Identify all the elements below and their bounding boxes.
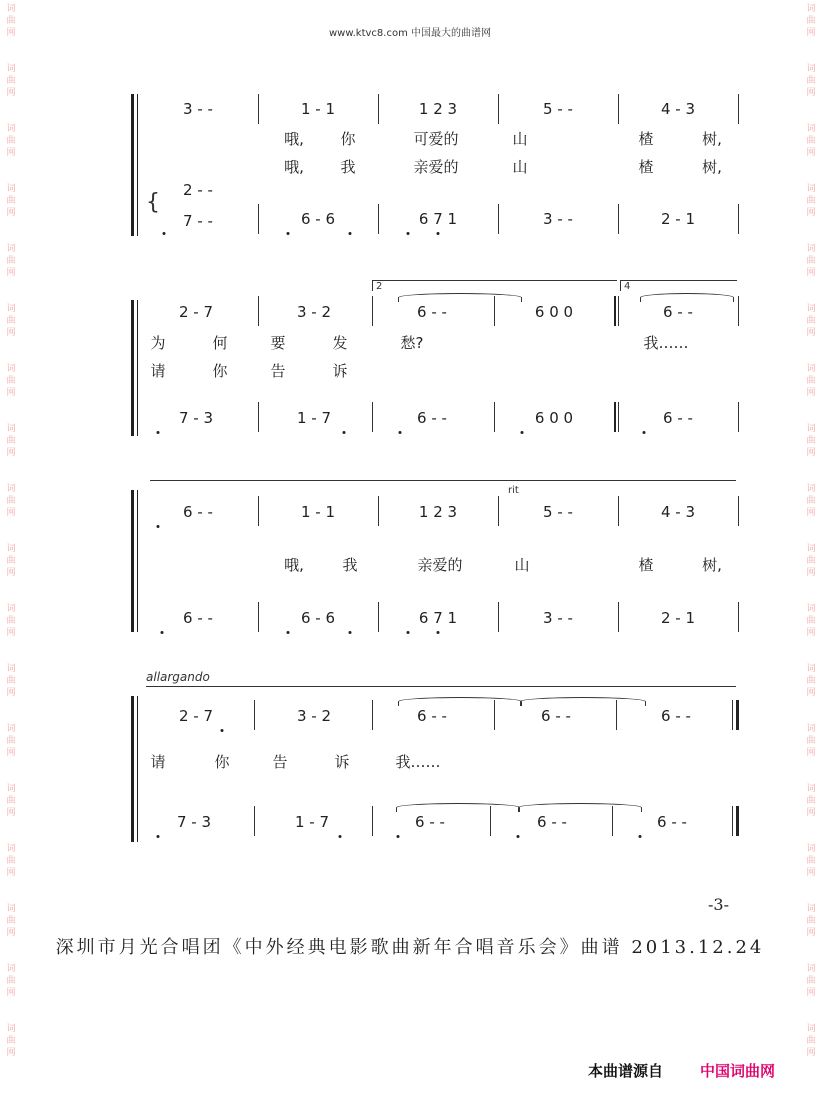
lyric: 为 bbox=[150, 334, 166, 352]
watermark-glyph: 词 bbox=[6, 724, 16, 734]
brace-voice-notes: 2 - - bbox=[183, 181, 213, 199]
barline bbox=[494, 402, 495, 432]
final-barline-thin bbox=[732, 700, 733, 730]
lyric: 可爱的 bbox=[413, 130, 459, 148]
bar-notes: 1 2 3 bbox=[418, 503, 458, 521]
bar-notes: 3 - 2 bbox=[296, 707, 332, 725]
barline bbox=[498, 496, 499, 526]
tie-slur bbox=[396, 803, 520, 812]
bar-notes: 2 - 1 bbox=[660, 210, 696, 228]
watermark-glyph: 曲 bbox=[806, 976, 816, 986]
bar-notes: 6 7 1 bbox=[418, 609, 458, 627]
source-label: 本曲谱源自 bbox=[588, 1062, 664, 1080]
watermark-glyph: 网 bbox=[6, 868, 16, 878]
watermark-glyph: 曲 bbox=[6, 496, 16, 506]
barline bbox=[738, 602, 739, 632]
bar-notes: 3 - - bbox=[543, 210, 573, 228]
bar-notes: 7 - 3 bbox=[178, 409, 214, 427]
lyric: 树, bbox=[702, 556, 722, 574]
bar-notes: 1 2 3 bbox=[418, 100, 458, 118]
watermark-glyph: 词 bbox=[6, 1024, 16, 1034]
songbook-title: 深圳市月光合唱团《中外经典电影歌曲新年合唱音乐会》曲谱 2013.12.24 bbox=[55, 937, 765, 958]
watermark-glyph: 网 bbox=[6, 928, 16, 938]
low-octave-dot bbox=[521, 431, 524, 434]
watermark-glyph: 网 bbox=[6, 208, 16, 218]
watermark-glyph: 网 bbox=[806, 1048, 816, 1058]
lyric: 请 bbox=[150, 362, 166, 380]
low-octave-dot bbox=[161, 631, 164, 634]
watermark-glyph: 词 bbox=[806, 1024, 816, 1034]
barline bbox=[498, 94, 499, 124]
lyric: 山 bbox=[512, 158, 528, 176]
lyric: 何 bbox=[212, 334, 228, 352]
watermark-glyph: 词 bbox=[806, 4, 816, 14]
watermark-glyph: 网 bbox=[806, 808, 816, 818]
low-octave-dot bbox=[349, 232, 352, 235]
watermark-glyph: 曲 bbox=[6, 556, 16, 566]
watermark-glyph: 网 bbox=[6, 28, 16, 38]
watermark-glyph: 词 bbox=[6, 784, 16, 794]
watermark-glyph: 网 bbox=[6, 328, 16, 338]
source-site-link[interactable]: 中国词曲网 bbox=[700, 1062, 776, 1080]
barline bbox=[254, 700, 255, 730]
lyric: 树, bbox=[702, 158, 722, 176]
system-bracket bbox=[131, 300, 134, 436]
low-octave-dot bbox=[163, 232, 166, 235]
low-octave-dot bbox=[643, 431, 646, 434]
section-line bbox=[150, 480, 736, 481]
watermark-glyph: 词 bbox=[806, 364, 816, 374]
low-octave-dot bbox=[157, 525, 160, 528]
barline bbox=[372, 806, 373, 836]
tie-slur bbox=[398, 697, 522, 706]
system-line bbox=[137, 490, 138, 632]
watermark-glyph: 曲 bbox=[6, 256, 16, 266]
low-octave-dot bbox=[287, 232, 290, 235]
watermark-glyph: 曲 bbox=[6, 616, 16, 626]
rit-marking: rit bbox=[508, 485, 519, 496]
lyric: 亲爱的 bbox=[417, 556, 463, 574]
low-octave-dot bbox=[287, 631, 290, 634]
bar-notes: 6 - - bbox=[183, 503, 213, 521]
watermark-glyph: 词 bbox=[6, 904, 16, 914]
watermark-glyph: 网 bbox=[806, 868, 816, 878]
watermark-glyph: 词 bbox=[6, 124, 16, 134]
low-octave-dot bbox=[157, 835, 160, 838]
bar-notes: 6 - 6 bbox=[300, 609, 336, 627]
watermark-glyph: 词 bbox=[806, 844, 816, 854]
barline bbox=[378, 204, 379, 234]
watermark-glyph: 词 bbox=[6, 844, 16, 854]
bar-notes: 6 - - bbox=[663, 303, 693, 321]
watermark-glyph: 词 bbox=[806, 484, 816, 494]
low-octave-dot bbox=[517, 835, 520, 838]
lyric: 楂 bbox=[638, 158, 654, 176]
volta-number: 2 bbox=[376, 281, 383, 292]
watermark-glyph: 词 bbox=[6, 424, 16, 434]
low-octave-dot bbox=[639, 835, 642, 838]
watermark-glyph: 词 bbox=[806, 904, 816, 914]
section-line bbox=[146, 686, 736, 687]
low-octave-dot bbox=[397, 835, 400, 838]
watermark-glyph: 词 bbox=[806, 784, 816, 794]
barline bbox=[498, 602, 499, 632]
watermark-glyph: 网 bbox=[6, 88, 16, 98]
bar-notes: 1 - 1 bbox=[300, 503, 336, 521]
watermark-glyph: 网 bbox=[806, 328, 816, 338]
bar-notes: 6 - 6 bbox=[300, 210, 336, 228]
lyric: 我…… bbox=[395, 753, 441, 771]
barline bbox=[498, 204, 499, 234]
lyric: 哦, bbox=[284, 130, 304, 148]
bar-notes: 6 0 0 bbox=[534, 409, 574, 427]
lyric: 告 bbox=[270, 362, 286, 380]
system-line bbox=[137, 300, 138, 436]
bar-notes: 4 - 3 bbox=[660, 503, 696, 521]
watermark-glyph: 网 bbox=[6, 1048, 16, 1058]
barline bbox=[618, 602, 619, 632]
watermark-glyph: 词 bbox=[6, 304, 16, 314]
brace-voice-notes: 7 - - bbox=[183, 212, 213, 230]
lyric: 要 bbox=[270, 334, 286, 352]
low-octave-dot bbox=[437, 232, 440, 235]
barline bbox=[258, 94, 259, 124]
tie-slur bbox=[520, 697, 646, 706]
system-line bbox=[137, 94, 138, 236]
watermark-glyph: 曲 bbox=[806, 496, 816, 506]
watermark-glyph: 曲 bbox=[6, 16, 16, 26]
watermark-glyph: 词 bbox=[6, 184, 16, 194]
watermark-glyph: 网 bbox=[806, 628, 816, 638]
watermark-glyph: 网 bbox=[6, 508, 16, 518]
watermark-glyph: 曲 bbox=[806, 256, 816, 266]
watermark-glyph: 曲 bbox=[806, 76, 816, 86]
lyric: 诉 bbox=[332, 362, 348, 380]
lyric: 发 bbox=[332, 334, 348, 352]
low-octave-dot bbox=[343, 431, 346, 434]
watermark-glyph: 词 bbox=[806, 724, 816, 734]
watermark-glyph: 曲 bbox=[6, 676, 16, 686]
watermark-glyph: 曲 bbox=[806, 316, 816, 326]
final-barline-thick bbox=[736, 700, 739, 730]
barline bbox=[618, 94, 619, 124]
watermark-glyph: 曲 bbox=[806, 676, 816, 686]
watermark-glyph: 曲 bbox=[806, 916, 816, 926]
repeat-barline bbox=[614, 296, 616, 326]
lyric: 我 bbox=[342, 556, 358, 574]
watermark-glyph: 曲 bbox=[6, 796, 16, 806]
watermark-glyph: 词 bbox=[6, 484, 16, 494]
low-octave-dot bbox=[399, 431, 402, 434]
barline bbox=[378, 496, 379, 526]
lyric: 请 bbox=[150, 753, 166, 771]
watermark-glyph: 曲 bbox=[6, 196, 16, 206]
watermark-glyph: 网 bbox=[806, 88, 816, 98]
bar-notes: 2 - 7 bbox=[178, 707, 214, 725]
watermark-glyph: 网 bbox=[6, 568, 16, 578]
watermark-glyph: 词 bbox=[6, 604, 16, 614]
bar-notes: 1 - 1 bbox=[300, 100, 336, 118]
lyric: 山 bbox=[512, 130, 528, 148]
watermark-glyph: 曲 bbox=[806, 796, 816, 806]
lyric: 楂 bbox=[638, 556, 654, 574]
watermark-glyph: 曲 bbox=[806, 556, 816, 566]
lyric: 你 bbox=[340, 130, 356, 148]
watermark-glyph: 网 bbox=[6, 268, 16, 278]
watermark-glyph: 曲 bbox=[6, 316, 16, 326]
bar-notes: 6 - - bbox=[541, 707, 571, 725]
lyric: 楂 bbox=[638, 130, 654, 148]
bar-notes: 1 - 7 bbox=[294, 813, 330, 831]
watermark-glyph: 曲 bbox=[806, 136, 816, 146]
barline bbox=[738, 204, 739, 234]
barline bbox=[258, 204, 259, 234]
bar-notes: 2 - 1 bbox=[660, 609, 696, 627]
watermark-glyph: 网 bbox=[806, 928, 816, 938]
watermark-glyph: 词 bbox=[806, 244, 816, 254]
watermark-glyph: 词 bbox=[806, 664, 816, 674]
watermark-glyph: 曲 bbox=[6, 916, 16, 926]
watermark-glyph: 词 bbox=[806, 964, 816, 974]
bar-notes: 6 0 0 bbox=[534, 303, 574, 321]
watermark-glyph: 曲 bbox=[806, 1036, 816, 1046]
barline bbox=[618, 296, 619, 326]
low-octave-dot bbox=[437, 631, 440, 634]
lyric: 我 bbox=[340, 158, 356, 176]
system-bracket bbox=[131, 696, 134, 842]
barline bbox=[738, 402, 739, 432]
watermark-glyph: 曲 bbox=[6, 436, 16, 446]
watermark-glyph: 词 bbox=[6, 4, 16, 14]
watermark-glyph: 曲 bbox=[6, 856, 16, 866]
barline bbox=[738, 296, 739, 326]
watermark-glyph: 曲 bbox=[806, 616, 816, 626]
watermark-glyph: 曲 bbox=[806, 736, 816, 746]
bar-notes: 6 - - bbox=[657, 813, 687, 831]
low-octave-dot bbox=[339, 835, 342, 838]
bar-notes: 6 - - bbox=[415, 813, 445, 831]
bar-notes: 3 - 2 bbox=[296, 303, 332, 321]
lyric: 诉 bbox=[334, 753, 350, 771]
watermark-glyph: 网 bbox=[6, 688, 16, 698]
watermark-glyph: 网 bbox=[806, 448, 816, 458]
system-line bbox=[137, 696, 138, 842]
watermark-glyph: 词 bbox=[6, 64, 16, 74]
lyric: 哦, bbox=[284, 158, 304, 176]
low-octave-dot bbox=[221, 729, 224, 732]
lyric: 哦, bbox=[284, 556, 304, 574]
barline bbox=[378, 94, 379, 124]
barline bbox=[738, 496, 739, 526]
bar-notes: 6 - - bbox=[183, 609, 213, 627]
watermark-glyph: 网 bbox=[6, 988, 16, 998]
lyric: 我…… bbox=[643, 334, 689, 352]
bar-notes: 4 - 3 bbox=[660, 100, 696, 118]
watermark-glyph: 曲 bbox=[6, 976, 16, 986]
volta-bracket-4 bbox=[620, 280, 737, 291]
watermark-glyph: 网 bbox=[806, 748, 816, 758]
watermark-glyph: 曲 bbox=[806, 856, 816, 866]
final-barline-thick bbox=[736, 806, 739, 836]
lyric: 你 bbox=[212, 362, 228, 380]
watermark-glyph: 网 bbox=[806, 28, 816, 38]
watermark-glyph: 网 bbox=[806, 388, 816, 398]
watermark-glyph: 词 bbox=[6, 964, 16, 974]
watermark-glyph: 网 bbox=[806, 268, 816, 278]
barline bbox=[378, 602, 379, 632]
tie-slur bbox=[640, 293, 734, 302]
system-bracket bbox=[131, 94, 134, 236]
watermark-glyph: 网 bbox=[6, 628, 16, 638]
watermark-glyph: 曲 bbox=[806, 16, 816, 26]
bar-notes: 1 - 7 bbox=[296, 409, 332, 427]
barline bbox=[372, 296, 373, 326]
watermark-glyph: 词 bbox=[806, 604, 816, 614]
watermark-glyph: 曲 bbox=[806, 376, 816, 386]
bar-notes: 6 7 1 bbox=[418, 210, 458, 228]
watermark-glyph: 词 bbox=[6, 544, 16, 554]
watermark-glyph: 词 bbox=[806, 424, 816, 434]
volta-bracket-2 bbox=[372, 280, 617, 291]
low-octave-dot bbox=[157, 431, 160, 434]
bar-notes: 6 - - bbox=[537, 813, 567, 831]
watermark-glyph: 网 bbox=[806, 688, 816, 698]
watermark-glyph: 曲 bbox=[6, 1036, 16, 1046]
barline bbox=[258, 296, 259, 326]
watermark-glyph: 曲 bbox=[6, 76, 16, 86]
header-site-text: www.ktvc8.com 中国最大的曲谱网 bbox=[328, 28, 491, 39]
watermark-glyph: 曲 bbox=[6, 136, 16, 146]
low-octave-dot bbox=[407, 232, 410, 235]
bar-notes: 2 - 7 bbox=[178, 303, 214, 321]
watermark-glyph: 曲 bbox=[6, 376, 16, 386]
watermark-glyph: 网 bbox=[6, 808, 16, 818]
watermark-glyph: 词 bbox=[806, 124, 816, 134]
volta-number: 4 bbox=[624, 281, 631, 292]
bar-notes: 7 - 3 bbox=[176, 813, 212, 831]
watermark-glyph: 网 bbox=[6, 748, 16, 758]
bar-notes: 3 - - bbox=[183, 100, 213, 118]
watermark-glyph: 网 bbox=[6, 388, 16, 398]
barline bbox=[372, 700, 373, 730]
watermark-glyph: 网 bbox=[6, 448, 16, 458]
barline bbox=[618, 204, 619, 234]
lyric: 愁? bbox=[400, 334, 424, 352]
barline bbox=[738, 94, 739, 124]
watermark-glyph: 词 bbox=[806, 64, 816, 74]
bar-notes: 6 - - bbox=[417, 707, 447, 725]
barline bbox=[372, 402, 373, 432]
watermark-glyph: 网 bbox=[806, 148, 816, 158]
bar-notes: 6 - - bbox=[417, 303, 447, 321]
watermark-glyph: 曲 bbox=[806, 196, 816, 206]
barline bbox=[254, 806, 255, 836]
page-number: -3- bbox=[708, 895, 729, 914]
lyric: 你 bbox=[214, 753, 230, 771]
lyric: 树, bbox=[702, 130, 722, 148]
bar-notes: 5 - - bbox=[543, 100, 573, 118]
lyric: 亲爱的 bbox=[413, 158, 459, 176]
tie-slur bbox=[518, 803, 642, 812]
watermark-glyph: 词 bbox=[806, 184, 816, 194]
tempo-marking: allargando bbox=[146, 670, 210, 684]
barline bbox=[618, 496, 619, 526]
watermark-glyph: 词 bbox=[6, 664, 16, 674]
watermark-glyph: 网 bbox=[806, 508, 816, 518]
watermark-glyph: 网 bbox=[806, 208, 816, 218]
lyric: 山 bbox=[514, 556, 530, 574]
barline bbox=[618, 402, 619, 432]
final-barline-thin bbox=[732, 806, 733, 836]
tie-slur bbox=[398, 293, 522, 302]
bar-notes: 6 - - bbox=[661, 707, 691, 725]
bar-notes: 3 - - bbox=[543, 609, 573, 627]
watermark-glyph: 网 bbox=[806, 568, 816, 578]
bar-notes: 6 - - bbox=[663, 409, 693, 427]
brace-icon: { bbox=[146, 190, 160, 215]
watermark-glyph: 词 bbox=[806, 304, 816, 314]
watermark-glyph: 词 bbox=[6, 364, 16, 374]
watermark-glyph: 网 bbox=[806, 988, 816, 998]
barline bbox=[258, 402, 259, 432]
low-octave-dot bbox=[407, 631, 410, 634]
barline bbox=[258, 602, 259, 632]
lyric: 告 bbox=[272, 753, 288, 771]
barline bbox=[258, 496, 259, 526]
watermark-glyph: 词 bbox=[6, 244, 16, 254]
bar-notes: 5 - - bbox=[543, 503, 573, 521]
repeat-barline bbox=[614, 402, 616, 432]
watermark-glyph: 网 bbox=[6, 148, 16, 158]
watermark-glyph: 曲 bbox=[806, 436, 816, 446]
low-octave-dot bbox=[349, 631, 352, 634]
bar-notes: 6 - - bbox=[417, 409, 447, 427]
system-bracket bbox=[131, 490, 134, 632]
watermark-glyph: 词 bbox=[806, 544, 816, 554]
watermark-glyph: 曲 bbox=[6, 736, 16, 746]
